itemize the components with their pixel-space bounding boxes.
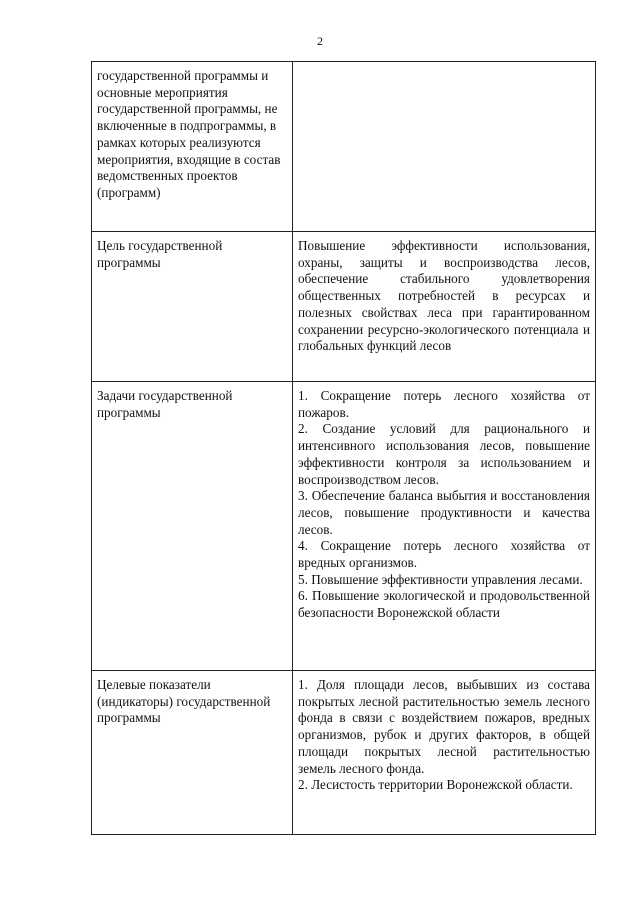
- value-item: Повышение эффективности использования, охраны, защиты и воспроизводства лесов, обеспечение стабильного удовлетворения общественных потребностей в ресурсах и полезных свойствах леса при гарантированном сохранении ресурсно-экологического потенциала и глобальных функций лесов: [298, 238, 590, 354]
- value-item: 4. Сокращение потерь лесного хозяйства от вредных организмов.: [298, 538, 590, 571]
- row-label: государственной программы и основные мероприятия государственной программы, не включенные в подпрограммы, в рамках которых реализуются мероприятия, входящие в состав ведомственных проектов (программ): [92, 62, 293, 232]
- row-value: [293, 671, 596, 835]
- row-value: [293, 62, 596, 232]
- table-row: [92, 382, 596, 671]
- value-item: 6. Повышение экологической и продовольственной безопасности Воронежской области: [298, 588, 590, 621]
- value-item: 1. Сокращение потерь лесного хозяйства от пожаров.: [298, 388, 590, 420]
- page-number: 2: [317, 34, 323, 48]
- value-item: 5. Повышение эффективности управления лесами.: [298, 571, 583, 587]
- row-value: [293, 382, 596, 671]
- value-item: 2. Лесистость территории Воронежской области.: [298, 777, 573, 793]
- row-value: [293, 232, 596, 382]
- row-label: Задачи государственной программы: [92, 382, 293, 671]
- program-passport-table: [91, 61, 596, 835]
- row-label: Целевые показатели (индикаторы) государственной программы: [92, 671, 293, 835]
- table-row: [92, 232, 596, 382]
- row-label: Цель государственной программы: [92, 232, 293, 382]
- table-row: [92, 62, 596, 232]
- table-row: [92, 671, 596, 835]
- value-item: 3. Обеспечение баланса выбытия и восстановления лесов, повышение продуктивности и качества лесов.: [298, 488, 590, 537]
- value-item: 2. Создание условий для рационального и интенсивного использования лесов, повышение эффективности контроля за использованием и воспроизводством лесов.: [298, 421, 590, 487]
- value-item: 1. Доля площади лесов, выбывших из состава покрытых лесной растительностью земель лесного фонда в связи с воздействием пожаров, вредных организмов, рубок и других факторов, в общей площади покрытых лесной растительностью земель лесного фонда.: [298, 677, 590, 776]
